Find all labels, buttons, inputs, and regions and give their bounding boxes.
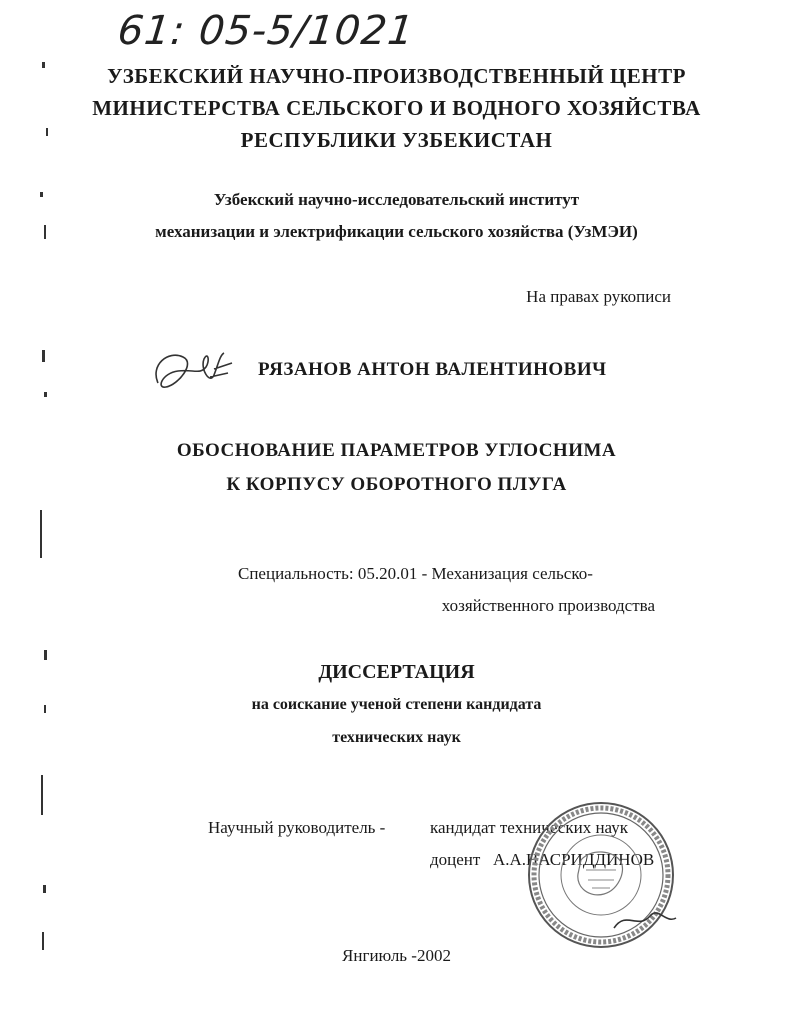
supervisor-label: Научный руководитель - xyxy=(208,818,386,837)
archive-code: 61: 05-5/1021 xyxy=(115,8,417,54)
scan-mark xyxy=(42,932,44,950)
institute-line-1: Узбекский научно-исследовательский институт xyxy=(213,190,580,209)
scan-mark xyxy=(41,775,43,815)
official-stamp-icon xyxy=(526,800,676,950)
title-line-1: ОБОСНОВАНИЕ ПАРАМЕТРОВ УГЛОСНИМА xyxy=(176,440,617,461)
scan-mark xyxy=(43,885,46,893)
supervisor-degree: кандидат технических наук xyxy=(430,818,628,837)
author-signature-icon xyxy=(148,345,238,395)
author-name: РЯЗАНОВ АНТОН ВАЛЕНТИНОВИЧ xyxy=(258,359,607,380)
specialty-line-1: Специальность: 05.20.01 - Механизация сельско- xyxy=(238,564,593,583)
scan-mark xyxy=(42,350,45,362)
place-year: Янгиюль -2002 xyxy=(342,946,451,965)
rights-note: На правах рукописи xyxy=(526,287,671,306)
scan-mark xyxy=(44,225,46,239)
scan-mark xyxy=(42,62,45,68)
scan-mark xyxy=(46,128,48,136)
dissertation-line-2: технических наук xyxy=(332,729,461,746)
header-line-2: МИНИСТЕРСТВА СЕЛЬСКОГО И ВОДНОГО ХОЗЯЙСТВА xyxy=(92,96,701,120)
scan-mark xyxy=(44,392,47,397)
scan-mark xyxy=(40,192,43,197)
scan-mark xyxy=(44,650,47,660)
institute-line-2: механизации и электрификации сельского хозяйства (УзМЭИ) xyxy=(155,222,638,241)
specialty-line-2: хозяйственного производства xyxy=(441,596,655,615)
dissertation-line-1: на соискание ученой степени кандидата xyxy=(251,696,542,713)
dissertation-heading: ДИССЕРТАЦИЯ xyxy=(318,661,475,683)
header-line-3: РЕСПУБЛИКИ УЗБЕКИСТАН xyxy=(240,128,553,152)
scan-mark xyxy=(44,705,46,713)
supervisor-name: А.А.НАСРИДДИНОВ xyxy=(493,850,655,869)
title-line-2: К КОРПУСУ ОБОРОТНОГО ПЛУГА xyxy=(226,474,567,495)
header-line-1: УЗБЕКСКИЙ НАУЧНО-ПРОИЗВОДСТВЕННЫЙ ЦЕНТР xyxy=(107,64,686,88)
supervisor-position: доцент xyxy=(430,850,481,869)
scan-mark xyxy=(40,510,42,558)
